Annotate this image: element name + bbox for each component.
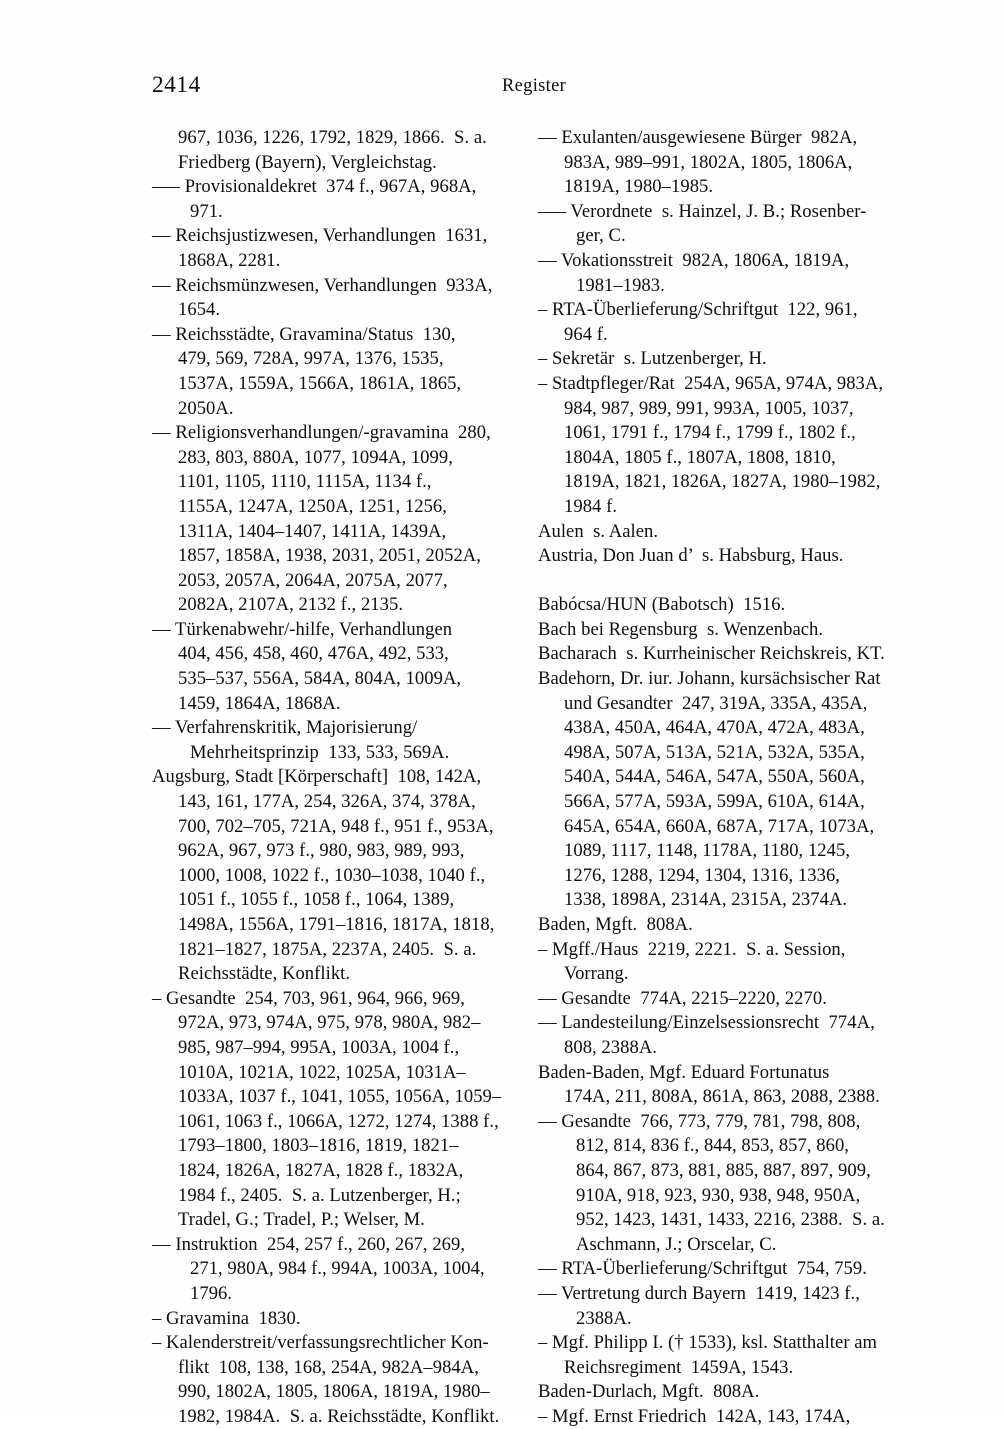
index-entry-line: 540A, 544A, 546A, 547A, 550A, 560A, xyxy=(564,766,865,788)
index-entry-line: 2082A, 2107A, 2132 f., 2135. xyxy=(178,594,404,616)
index-entry-line: 1654. xyxy=(178,299,221,321)
index-entry-line: – RTA-Überlieferung/Schriftgut 122, 961, xyxy=(538,299,858,321)
index-entry-line: 1311A, 1404–1407, 1411A, 1439A, xyxy=(178,520,447,542)
index-entry-line: – Gesandte 254, 703, 961, 964, 966, 969, xyxy=(152,987,465,1009)
index-entry-line: 1276, 1288, 1294, 1304, 1316, 1336, xyxy=(564,864,841,886)
index-entry-line: 967, 1036, 1226, 1792, 1829, 1866. S. a. xyxy=(178,127,487,148)
index-entry-line: 1793–1800, 1803–1816, 1819, 1821– xyxy=(178,1135,459,1157)
index-entry-line: –– Instruktion 254, 257 f., 260, 267, 269, xyxy=(152,1233,466,1255)
index-entry-line: –– Landesteilung/Einzelsessionsrecht 774A, xyxy=(538,1012,875,1034)
index-entry-line: 910A, 918, 923, 930, 938, 948, 950A, xyxy=(576,1184,861,1206)
index-entry-line: 1804A, 1805 f., 1807A, 1808, 1810, xyxy=(564,446,836,468)
index-entry-line: flikt 108, 138, 168, 254A, 982A–984A, xyxy=(178,1356,479,1378)
index-entry-line: Babócsa/HUN (Babotsch) 1516. xyxy=(538,594,786,616)
index-entry-line: 1984 f., 2405. S. a. Lutzenberger, H.; xyxy=(178,1184,461,1206)
index-entry-line: – Gravamina 1830. xyxy=(152,1307,301,1329)
index-entry-line: 1498A, 1556A, 1791–1816, 1817A, 1818, xyxy=(178,914,495,935)
index-entry-line: Friedberg (Bayern), Vergleichstag. xyxy=(178,151,437,173)
index-entry-line: 1155A, 1247A, 1250A, 1251, 1256, xyxy=(178,495,447,517)
index-entry-line: 864, 867, 873, 881, 885, 887, 897, 909, xyxy=(576,1159,871,1181)
index-entry-line: – Mgf. Ernst Friedrich 142A, 143, 174A, xyxy=(538,1405,851,1427)
index-entry-line: 1061, 1063 f., 1066A, 1272, 1274, 1388 f., xyxy=(178,1110,499,1132)
index-entry-line: Augsburg, Stadt [Körperschaft] 108, 142A, xyxy=(152,766,482,788)
index-entry-line: –– Reichsstädte, Gravamina/Status 130, xyxy=(152,323,456,345)
index-entry-line: – Sekretär s. Lutzenberger, H. xyxy=(538,348,767,370)
index-entry-line: 1051 f., 1055 f., 1058 f., 1064, 1389, xyxy=(178,889,455,911)
index-entry-line: und Gesandter 247, 319A, 335A, 435A, xyxy=(564,692,868,714)
index-entry-line: 1000, 1008, 1022 f., 1030–1038, 1040 f., xyxy=(178,864,486,886)
index-entry-line: 1868A, 2281. xyxy=(178,249,281,271)
index-entry-line: 1338, 1898A, 2314A, 2315A, 2374A. xyxy=(564,889,848,911)
index-entry-line: –– Vokationsstreit 982A, 1806A, 1819A, xyxy=(538,249,850,271)
index-entry-line: Bacharach s. Kurrheinischer Reichskreis, KT. xyxy=(538,643,885,665)
index-entry-line: 983A, 989–991, 1802A, 1805, 1806A, xyxy=(564,151,853,173)
index-entry-line: Bach bei Regensburg s. Wenzenbach. xyxy=(538,618,824,640)
index-entry-line: 1061, 1791 f., 1794 f., 1799 f., 1802 f., xyxy=(564,422,856,444)
index-blank-line xyxy=(538,569,904,594)
index-entry-line: Aulen s. Aalen. xyxy=(538,520,659,542)
index-entry-line: 404, 456, 458, 460, 476A, 492, 533, xyxy=(178,643,449,665)
index-entry-line: Baden-Durlach, Mgft. 808A. xyxy=(538,1381,760,1403)
index-entry-line: 2053, 2057A, 2064A, 2075A, 2077, xyxy=(178,569,448,591)
index-entry-line: –– RTA-Überlieferung/Schriftgut 754, 759. xyxy=(538,1258,867,1280)
index-entry-line: 271, 980A, 984 f., 994A, 1003A, 1004, xyxy=(190,1258,485,1280)
index-entry-line: Baden, Mgft. 808A. xyxy=(538,914,693,935)
index-entry-line: – Mgff./Haus 2219, 2221. S. a. Session, xyxy=(538,938,846,960)
index-entry-line: 1089, 1117, 1148, 1178A, 1180, 1245, xyxy=(564,840,851,862)
index-entry-line: –– Exulanten/ausgewiesene Bürger 982A, xyxy=(538,127,858,148)
index-entry-line: ––– Provisionaldekret 374 f., 967A, 968A, xyxy=(152,176,477,198)
index-entry-line: Mehrheitsprinzip 133, 533, 569A. xyxy=(190,741,450,763)
index-entry-line: 566A, 577A, 593A, 599A, 610A, 614A, xyxy=(564,791,865,813)
page-header xyxy=(152,72,908,106)
index-column-right xyxy=(538,126,904,1429)
index-entry-line: 1033A, 1037 f., 1041, 1055, 1056A, 1059– xyxy=(178,1086,502,1108)
index-entry-line: 1819A, 1821, 1826A, 1827A, 1980–1982, xyxy=(564,471,881,493)
index-entry-line: 964 f. xyxy=(564,323,608,345)
index-column-left xyxy=(152,126,518,1429)
index-entry-line: –– Gesandte 774A, 2215–2220, 2270. xyxy=(538,987,827,1009)
index-entry-line: Baden-Baden, Mgf. Eduard Fortunatus xyxy=(538,1061,830,1083)
index-entry-line: 1819A, 1980–1985. xyxy=(564,176,714,198)
index-entry-line: 1982, 1984A. S. a. Reichsstädte, Konflikt. xyxy=(178,1405,500,1427)
index-entry-line: – Mgf. Philipp I. († 1533), ksl. Statthalter am xyxy=(538,1332,878,1354)
running-title: Register xyxy=(502,76,567,96)
index-entry-line: 962A, 967, 973 f., 980, 983, 989, 993, xyxy=(178,840,465,862)
index-entry-line: 984, 987, 989, 991, 993A, 1005, 1037, xyxy=(564,397,854,419)
index-entry-line: ger, C. xyxy=(576,225,626,247)
index-entry-line: 1537A, 1559A, 1566A, 1861A, 1865, xyxy=(178,372,462,394)
page-number: 2414 xyxy=(152,72,201,98)
index-entry-line: –– Reichsjustizwesen, Verhandlungen 1631, xyxy=(152,225,488,247)
index-entry-line: 985, 987–994, 995A, 1003A, 1004 f., xyxy=(178,1036,460,1058)
index-entry-line: 700, 702–705, 721A, 948 f., 951 f., 953A, xyxy=(178,815,494,837)
index-entry-line: 990, 1802A, 1805, 1806A, 1819A, 1980– xyxy=(178,1381,490,1403)
index-entry-line: 535–537, 556A, 584A, 804A, 1009A, xyxy=(178,668,462,690)
index-entry-line: –– Vertretung durch Bayern 1419, 1423 f., xyxy=(538,1282,860,1304)
index-entry-line: 952, 1423, 1431, 1433, 2216, 2388. S. a. xyxy=(576,1209,885,1231)
index-entry-line: 971. xyxy=(190,200,223,222)
index-entry-line: 972A, 973, 974A, 975, 978, 980A, 982– xyxy=(178,1012,481,1034)
index-entry-line: –– Religionsverhandlungen/-gravamina 280, xyxy=(152,422,491,444)
index-entry-line: – Kalenderstreit/verfassungsrechtlicher Kon- xyxy=(152,1332,489,1354)
index-entry-line: Vorrang. xyxy=(564,963,629,985)
index-entry-line: –– Reichsmünzwesen, Verhandlungen 933A, xyxy=(152,274,493,296)
index-entry-line: 1101, 1105, 1110, 1115A, 1134 f., xyxy=(178,471,432,493)
index-entry-line: 808, 2388A. xyxy=(564,1036,658,1058)
index-entry-line: – Stadtpfleger/Rat 254A, 965A, 974A, 983A, xyxy=(538,372,884,394)
index-entry-line: Austria, Don Juan d’ s. Habsburg, Haus. xyxy=(538,545,844,567)
index-entry-line: 438A, 450A, 464A, 470A, 472A, 483A, xyxy=(564,717,865,739)
index-entry-line: 174A, 211, 808A, 861A, 863, 2088, 2388. xyxy=(564,1086,880,1108)
index-entry-line: 1857, 1858A, 1938, 2031, 2051, 2052A, xyxy=(178,545,481,567)
index-entry-line: Aschmann, J.; Orscelar, C. xyxy=(576,1233,777,1255)
index-entry-line: Reichsstädte, Konflikt. xyxy=(178,963,351,985)
index-entry-line: 498A, 507A, 513A, 521A, 532A, 535A, xyxy=(564,741,865,763)
index-entry-line: 2388A. xyxy=(576,1307,632,1329)
index-entry-line: ––– Verordnete s. Hainzel, J. B.; Rosenber- xyxy=(538,200,867,222)
index-entry-line: Badehorn, Dr. iur. Johann, kursächsischer Rat xyxy=(538,668,881,690)
index-entry-line: 645A, 654A, 660A, 687A, 717A, 1073A, xyxy=(564,815,875,837)
index-entry-line: 143, 161, 177A, 254, 326A, 374, 378A, xyxy=(178,791,476,813)
index-entry-line: 1796. xyxy=(190,1282,233,1304)
index-entry-line: Tradel, G.; Tradel, P.; Welser, M. xyxy=(178,1209,425,1231)
index-entry-line: –– Verfahrenskritik, Majorisierung/ xyxy=(152,717,418,739)
index-entry-line: 1821–1827, 1875A, 2237A, 2405. S. a. xyxy=(178,938,477,960)
index-entry-line: 2050A. xyxy=(178,397,234,419)
index-entry-line: 1010A, 1021A, 1022, 1025A, 1031A– xyxy=(178,1061,466,1083)
index-entry-line: –– Gesandte 766, 773, 779, 781, 798, 808, xyxy=(538,1110,861,1132)
index-entry-line: 1824, 1826A, 1827A, 1828 f., 1832A, xyxy=(178,1159,464,1181)
index-entry-line: Reichsregiment 1459A, 1543. xyxy=(564,1356,794,1378)
index-entry-line: –– Türkenabwehr/-hilfe, Verhandlungen xyxy=(152,618,453,640)
index-entry-line: 1981–1983. xyxy=(576,274,665,296)
index-entry-line: 1984 f. xyxy=(564,495,618,517)
index-entry-line: 479, 569, 728A, 997A, 1376, 1535, xyxy=(178,348,444,370)
index-entry-line: 812, 814, 836 f., 844, 853, 857, 860, xyxy=(576,1135,850,1157)
index-entry-line: 1459, 1864A, 1868A. xyxy=(178,692,341,714)
index-entry-line: 283, 803, 880A, 1077, 1094A, 1099, xyxy=(178,446,453,468)
